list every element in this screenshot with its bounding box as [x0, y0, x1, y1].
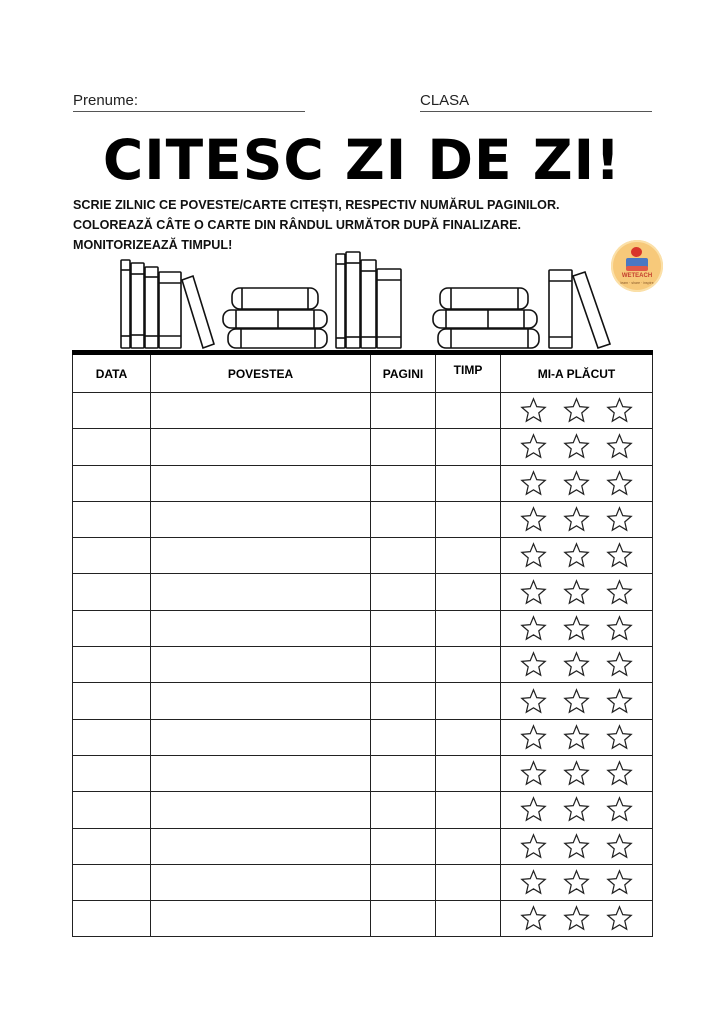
name-label: Prenume: — [73, 92, 139, 109]
bookshelf-illustration — [118, 250, 618, 350]
cell-timp[interactable] — [436, 465, 501, 501]
cell-povestea[interactable] — [151, 901, 371, 937]
star-outline-icon[interactable] — [520, 615, 547, 642]
table-row — [73, 393, 653, 429]
cell-povestea[interactable] — [151, 538, 371, 574]
cell-povestea[interactable] — [151, 393, 371, 429]
cell-rating — [501, 647, 653, 683]
instruction-line: SCRIE ZILNIC CE POVESTE/CARTE CITEȘTI, RESPECTIV NUMĂRUL PAGINILOR. — [73, 198, 560, 212]
cell-timp[interactable] — [436, 429, 501, 465]
cell-timp[interactable] — [436, 719, 501, 755]
logo-tagline: learn · share · inspire — [620, 281, 654, 285]
star-outline-icon[interactable] — [520, 579, 547, 606]
star-outline-icon[interactable] — [520, 470, 547, 497]
instructions — [73, 195, 633, 255]
cell-rating — [501, 864, 653, 900]
table-row — [73, 610, 653, 646]
name-field[interactable] — [73, 92, 305, 109]
cell-pagini[interactable] — [371, 719, 436, 755]
table-row — [73, 647, 653, 683]
table-row — [73, 828, 653, 864]
cell-data[interactable] — [73, 610, 151, 646]
star-outline-icon[interactable] — [606, 905, 633, 932]
cell-povestea[interactable] — [151, 610, 371, 646]
star-outline-icon[interactable] — [563, 542, 590, 569]
star-outline-icon[interactable] — [520, 833, 547, 860]
cell-povestea[interactable] — [151, 501, 371, 537]
star-outline-icon[interactable] — [520, 760, 547, 787]
cell-rating — [501, 393, 653, 429]
cell-rating — [501, 501, 653, 537]
cell-rating — [501, 683, 653, 719]
apple-icon — [631, 247, 642, 257]
cell-timp[interactable] — [436, 574, 501, 610]
star-outline-icon[interactable] — [606, 651, 633, 678]
star-outline-icon[interactable] — [520, 688, 547, 715]
cell-povestea[interactable] — [151, 719, 371, 755]
cell-pagini[interactable] — [371, 465, 436, 501]
star-outline-icon[interactable] — [606, 542, 633, 569]
cell-pagini[interactable] — [371, 610, 436, 646]
cell-data[interactable] — [73, 429, 151, 465]
star-outline-icon[interactable] — [563, 397, 590, 424]
table-row — [73, 755, 653, 791]
table-row — [73, 465, 653, 501]
star-outline-icon[interactable] — [563, 688, 590, 715]
class-label: CLASA — [420, 92, 470, 109]
cell-timp[interactable] — [436, 828, 501, 864]
book-icon — [440, 288, 528, 309]
cell-pagini[interactable] — [371, 429, 436, 465]
cell-rating — [501, 538, 653, 574]
star-outline-icon[interactable] — [520, 869, 547, 896]
cell-timp[interactable] — [436, 393, 501, 429]
star-outline-icon[interactable] — [606, 579, 633, 606]
star-outline-icon[interactable] — [563, 760, 590, 787]
cell-pagini[interactable] — [371, 828, 436, 864]
cell-data[interactable] — [73, 538, 151, 574]
cell-povestea[interactable] — [151, 864, 371, 900]
cell-povestea[interactable] — [151, 465, 371, 501]
star-outline-icon[interactable] — [520, 651, 547, 678]
cell-rating — [501, 792, 653, 828]
star-outline-icon[interactable] — [606, 615, 633, 642]
star-outline-icon[interactable] — [520, 506, 547, 533]
book-icon — [438, 329, 539, 348]
star-outline-icon[interactable] — [563, 869, 590, 896]
cell-rating — [501, 901, 653, 937]
star-outline-icon[interactable] — [563, 506, 590, 533]
cell-povestea[interactable] — [151, 683, 371, 719]
class-field[interactable] — [420, 92, 652, 109]
star-outline-icon[interactable] — [563, 470, 590, 497]
cell-timp[interactable] — [436, 755, 501, 791]
cell-timp[interactable] — [436, 501, 501, 537]
star-outline-icon[interactable] — [606, 433, 633, 460]
column-header-mi-a-placut: MI-A PLĂCUT — [501, 353, 653, 393]
logo-brand: WETEACH — [621, 273, 653, 279]
cell-pagini[interactable] — [371, 501, 436, 537]
cell-timp[interactable] — [436, 683, 501, 719]
cell-povestea[interactable] — [151, 647, 371, 683]
book-icon — [549, 270, 572, 348]
star-outline-icon[interactable] — [563, 724, 590, 751]
cell-povestea[interactable] — [151, 429, 371, 465]
cell-data[interactable] — [73, 901, 151, 937]
cell-pagini[interactable] — [371, 901, 436, 937]
star-outline-icon[interactable] — [606, 688, 633, 715]
table-row — [73, 574, 653, 610]
star-outline-icon[interactable] — [563, 433, 590, 460]
star-outline-icon[interactable] — [520, 796, 547, 823]
cell-data[interactable] — [73, 574, 151, 610]
table-row — [73, 901, 653, 937]
star-outline-icon[interactable] — [606, 796, 633, 823]
cell-data[interactable] — [73, 501, 151, 537]
star-outline-icon[interactable] — [606, 760, 633, 787]
star-outline-icon[interactable] — [563, 615, 590, 642]
cell-timp[interactable] — [436, 610, 501, 646]
star-outline-icon[interactable] — [520, 433, 547, 460]
book-icon — [377, 269, 401, 348]
cell-rating — [501, 610, 653, 646]
table-row — [73, 719, 653, 755]
cell-pagini[interactable] — [371, 574, 436, 610]
cell-data[interactable] — [73, 755, 151, 791]
star-outline-icon[interactable] — [606, 724, 633, 751]
star-outline-icon[interactable] — [563, 905, 590, 932]
cell-rating — [501, 465, 653, 501]
cell-pagini[interactable] — [371, 647, 436, 683]
book-icon — [228, 329, 327, 348]
star-outline-icon[interactable] — [606, 470, 633, 497]
cell-rating — [501, 719, 653, 755]
star-outline-icon[interactable] — [520, 397, 547, 424]
cell-pagini[interactable] — [371, 792, 436, 828]
cell-data[interactable] — [73, 792, 151, 828]
star-outline-icon[interactable] — [606, 869, 633, 896]
cell-povestea[interactable] — [151, 792, 371, 828]
column-header-data: DATA — [73, 353, 151, 393]
book-icon — [159, 272, 181, 348]
book-icon — [346, 252, 360, 348]
star-outline-icon[interactable] — [606, 833, 633, 860]
star-outline-icon[interactable] — [606, 397, 633, 424]
name-underline — [73, 111, 305, 112]
cell-rating — [501, 828, 653, 864]
cell-data[interactable] — [73, 393, 151, 429]
star-outline-icon[interactable] — [520, 724, 547, 751]
page-title: CITESC ZI DE ZI! — [102, 128, 622, 192]
instruction-line: MONITORIZEAZĂ TIMPUL! — [73, 238, 233, 252]
table-row — [73, 864, 653, 900]
star-outline-icon[interactable] — [520, 542, 547, 569]
cell-rating — [501, 574, 653, 610]
book-icon — [573, 272, 610, 348]
cell-pagini[interactable] — [371, 755, 436, 791]
cell-timp[interactable] — [436, 901, 501, 937]
book-icon — [131, 263, 144, 348]
cell-pagini[interactable] — [371, 683, 436, 719]
table-header-row — [73, 353, 653, 393]
book-icon — [433, 310, 537, 328]
book-icon — [182, 276, 214, 348]
cell-timp[interactable] — [436, 864, 501, 900]
logo-icon — [611, 240, 663, 292]
star-outline-icon[interactable] — [606, 506, 633, 533]
reading-log-table — [72, 350, 653, 937]
cell-povestea[interactable] — [151, 755, 371, 791]
column-header-pagini: PAGINI — [371, 353, 436, 393]
book-icon — [223, 310, 327, 328]
book-icon — [145, 267, 158, 348]
table-row — [73, 683, 653, 719]
cell-data[interactable] — [73, 719, 151, 755]
cell-rating — [501, 429, 653, 465]
cell-pagini[interactable] — [371, 864, 436, 900]
cell-timp[interactable] — [436, 792, 501, 828]
cell-data[interactable] — [73, 465, 151, 501]
cell-pagini[interactable] — [371, 393, 436, 429]
cell-data[interactable] — [73, 828, 151, 864]
star-outline-icon[interactable] — [563, 796, 590, 823]
book-icon — [361, 260, 376, 348]
cell-data[interactable] — [73, 683, 151, 719]
star-outline-icon[interactable] — [520, 905, 547, 932]
column-header-timp: TIMP — [436, 353, 501, 393]
cell-timp[interactable] — [436, 538, 501, 574]
book-icon — [121, 260, 130, 348]
class-underline — [420, 111, 652, 112]
instruction-line: COLOREAZĂ CÂTE O CARTE DIN RÂNDUL URMĂTOR DUPĂ FINALIZARE. — [73, 218, 522, 232]
table-row — [73, 501, 653, 537]
table-row — [73, 429, 653, 465]
star-outline-icon[interactable] — [563, 579, 590, 606]
cell-povestea[interactable] — [151, 828, 371, 864]
cell-data[interactable] — [73, 647, 151, 683]
book-icon — [336, 254, 345, 348]
cell-pagini[interactable] — [371, 538, 436, 574]
table-body — [73, 393, 653, 937]
table-row — [73, 792, 653, 828]
star-outline-icon[interactable] — [563, 833, 590, 860]
table-row — [73, 538, 653, 574]
column-header-povestea: POVESTEA — [151, 353, 371, 393]
cell-rating — [501, 755, 653, 791]
book-icon — [232, 288, 318, 309]
cell-povestea[interactable] — [151, 574, 371, 610]
cell-data[interactable] — [73, 864, 151, 900]
cell-timp[interactable] — [436, 647, 501, 683]
star-outline-icon[interactable] — [563, 651, 590, 678]
